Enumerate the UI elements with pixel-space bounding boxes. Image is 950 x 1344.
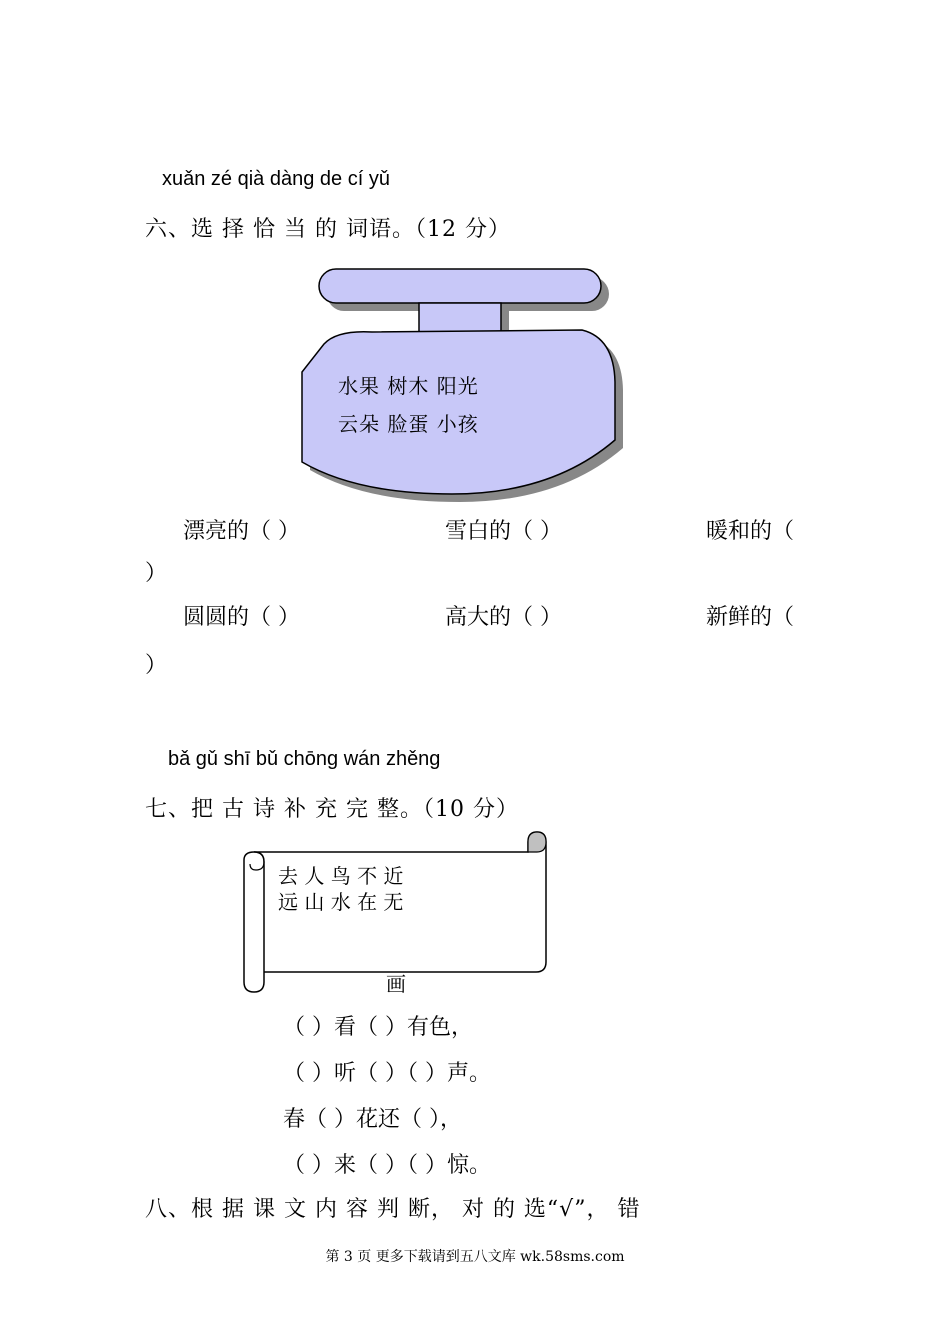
blank-item: 高大的（ ）: [445, 605, 562, 630]
blank-wrap: ）: [145, 561, 168, 586]
section7-pinyin: bǎ gǔ shī bǔ chōng wán zhěng: [168, 748, 441, 770]
poem-line: （ ）来（ ）（ ）惊。: [283, 1153, 491, 1178]
scroll-row-2: 远 山 水 在 无: [278, 890, 404, 914]
blank-item: 圆圆的（ ）: [183, 605, 300, 630]
scroll-caption: 画: [386, 972, 406, 996]
poem-line: 春（ ）花还（ ），: [283, 1107, 462, 1132]
section8-title: 八、根 据 课 文 内 容 判 断， 对 的 选“√”， 错: [145, 1197, 641, 1222]
section7-title: 七、把 古 诗 补 充 完 整。（10 分）: [145, 797, 519, 822]
page-footer: 第 3 页 更多下载请到五八文库 wk.58sms.com: [325, 1249, 625, 1265]
blank-item: 暖和的（: [706, 519, 795, 544]
section6-title: 六、选 择 恰 当 的 词语。（12 分）: [145, 217, 511, 242]
poem-line: （ ）看（ ）有色，: [283, 1015, 473, 1040]
word-box-row-1: 水果 树木 阳光: [338, 374, 479, 398]
word-box-row-2: 云朵 脸蛋 小孩: [338, 412, 479, 436]
blank-item: 新鲜的（: [706, 605, 795, 630]
blank-item: 漂亮的（ ）: [183, 519, 300, 544]
scroll-row-1: 去 人 鸟 不 近: [278, 864, 404, 888]
poem-line: （ ）听（ ）（ ）声。: [283, 1061, 491, 1086]
blank-item: 雪白的（ ）: [445, 519, 562, 544]
section6-pinyin: xuǎn zé qià dàng de cí yǔ: [162, 168, 390, 190]
blank-wrap: ）: [145, 653, 168, 678]
